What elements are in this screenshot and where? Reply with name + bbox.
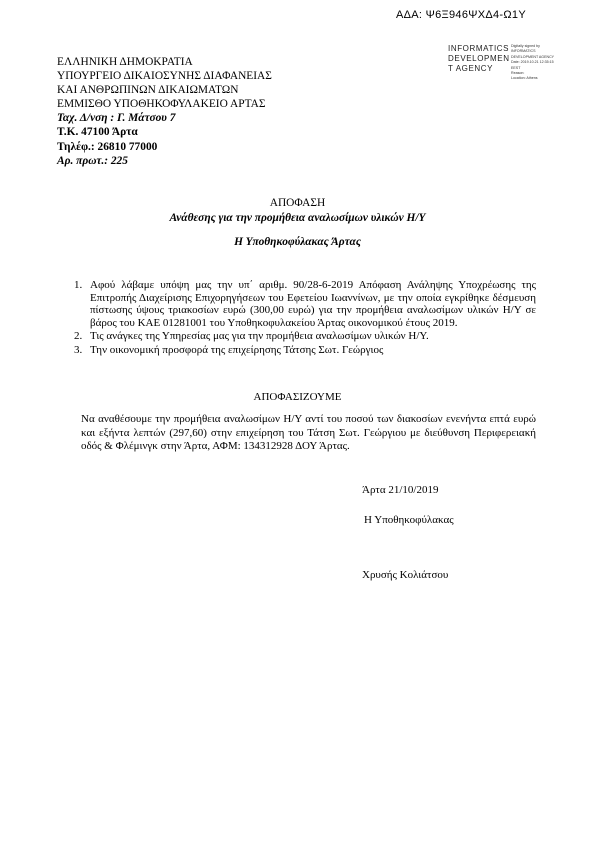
list-item-text: Αφού λάβαμε υπόψη μας την υπ΄ αριθμ. 90/28-6-2019 Απόφαση Ανάληψης Υποχρέωσης της Επιτροπής Διαχείρισης Επιχορηγήσεων του Εφετείου Ιωαννίνων, με την οποία εγκρίθηκε δέσμευση πίστωσης ύψους τριακοσίων ευρώ (300,00 ευρώ) για την προμήθεια αναλωσίμων υλικών Η/Υ σε βάρος του ΚΑΕ 01281001 του Υποθηκοφυλακείου Άρτας οικονομικού έτους 2019. [90, 279, 536, 329]
signature-stamp-detail: EEST [511, 65, 521, 70]
letterhead-line: ΥΠΟΥΡΓΕΙΟ ΔΙΚΑΙΟΣΥΝΗΣ ΔΙΑΦΑΝΕΙΑΣ [57, 70, 272, 83]
signature-stamp-detail: Digitally signed by [511, 44, 540, 48]
list-item-number: 3. [74, 343, 83, 356]
place-and-date: Άρτα 21/10/2019 [362, 484, 439, 496]
signer-name: Χρυσής Κολιάτσου [362, 569, 449, 581]
document-title-block [0, 196, 595, 226]
issuer-heading: Η Υποθηκοφύλακας Άρτας [234, 236, 361, 248]
list-item-text: Τις ανάγκες της Υπηρεσίας μας για την προμήθεια αναλωσίμων υλικών Η/Υ. [90, 330, 429, 342]
letterhead-line: ΕΛΛΗΝΙΚΗ ΔΗΜΟΚΡΑΤΙΑ [57, 56, 193, 68]
list-item-text: Την οικονομική προσφορά της επιχείρησης Τάτσης Σωτ. Γεώργιος [90, 343, 384, 356]
decide-heading: ΑΠΟΦΑΣΙΖΟΥΜΕ [253, 391, 342, 403]
signature-stamp-detail: Reason: [511, 71, 525, 76]
document-subtitle: Ανάθεσης για την προμήθεια αναλωσίμων υλικών Η/Υ [169, 212, 426, 224]
signature-stamp-detail: Location: Athens [511, 76, 538, 81]
signer-title: Η Υποθηκοφύλακας [364, 514, 454, 526]
letterhead-line: ΚΑΙ ΑΝΘΡΩΠΙΝΩΝ ΔΙΚΑΙΩΜΑΤΩΝ [57, 84, 239, 97]
letterhead [57, 55, 272, 168]
list-item-number: 2. [74, 330, 83, 342]
decision-paragraph: Να αναθέσουμε την προμήθεια αναλωσίμων Η/Υ αντί του ποσού των διακοσίων ενενήντα επτά ευρώ και εξήντα λεπτών (297,60) στην επιχείρηση του Τάτση Σωτ. Γεώργιου με διεύθυνση Περιφερειακή οδός & Φλέμινγκ στην Άρτα, ΑΦΜ: 134312928 ΔΟΥ Άρτας. [81, 413, 536, 453]
signature-stamp-detail: INFORMATICS [511, 49, 536, 54]
considerations-list [74, 279, 536, 357]
phone-line: Τηλέφ.: 26810 77000 [57, 140, 158, 153]
protocol-number: Αρ. πρωτ.: 225 [57, 154, 128, 167]
signature-stamp-name [448, 44, 510, 74]
list-item [74, 344, 536, 357]
document-title: ΑΠΟΦΑΣΗ [269, 197, 326, 209]
letterhead-line: ΕΜΜΙΣΘΟ ΥΠΟΘΗΚΟΦΥΛΑΚΕΙΟ ΑΡΤΑΣ [57, 98, 266, 111]
signature-stamp-line: INFORMATICS [448, 44, 510, 53]
list-item [74, 330, 536, 343]
signature-stamp-detail: DEVELOPMENT AGENCY [511, 54, 555, 59]
signature-stamp-detail: Date: 2019.10.21 12:35:15 [511, 60, 554, 65]
address-line: Ταχ. Δ/νση : Γ. Μάτσου 7 [57, 112, 176, 125]
list-item [74, 279, 536, 329]
ada-code: ΑΔΑ: Ψ6Ξ946ΨΧΔ4-Ω1Υ [396, 9, 526, 21]
signature-stamp-details [511, 44, 581, 82]
signature-stamp-line: DEVELOPMEN [448, 54, 510, 63]
signature-stamp-line: T AGENCY [448, 64, 494, 73]
postal-code-line: Τ.Κ. 47100 Άρτα [57, 126, 138, 139]
list-item-number: 1. [74, 279, 83, 291]
